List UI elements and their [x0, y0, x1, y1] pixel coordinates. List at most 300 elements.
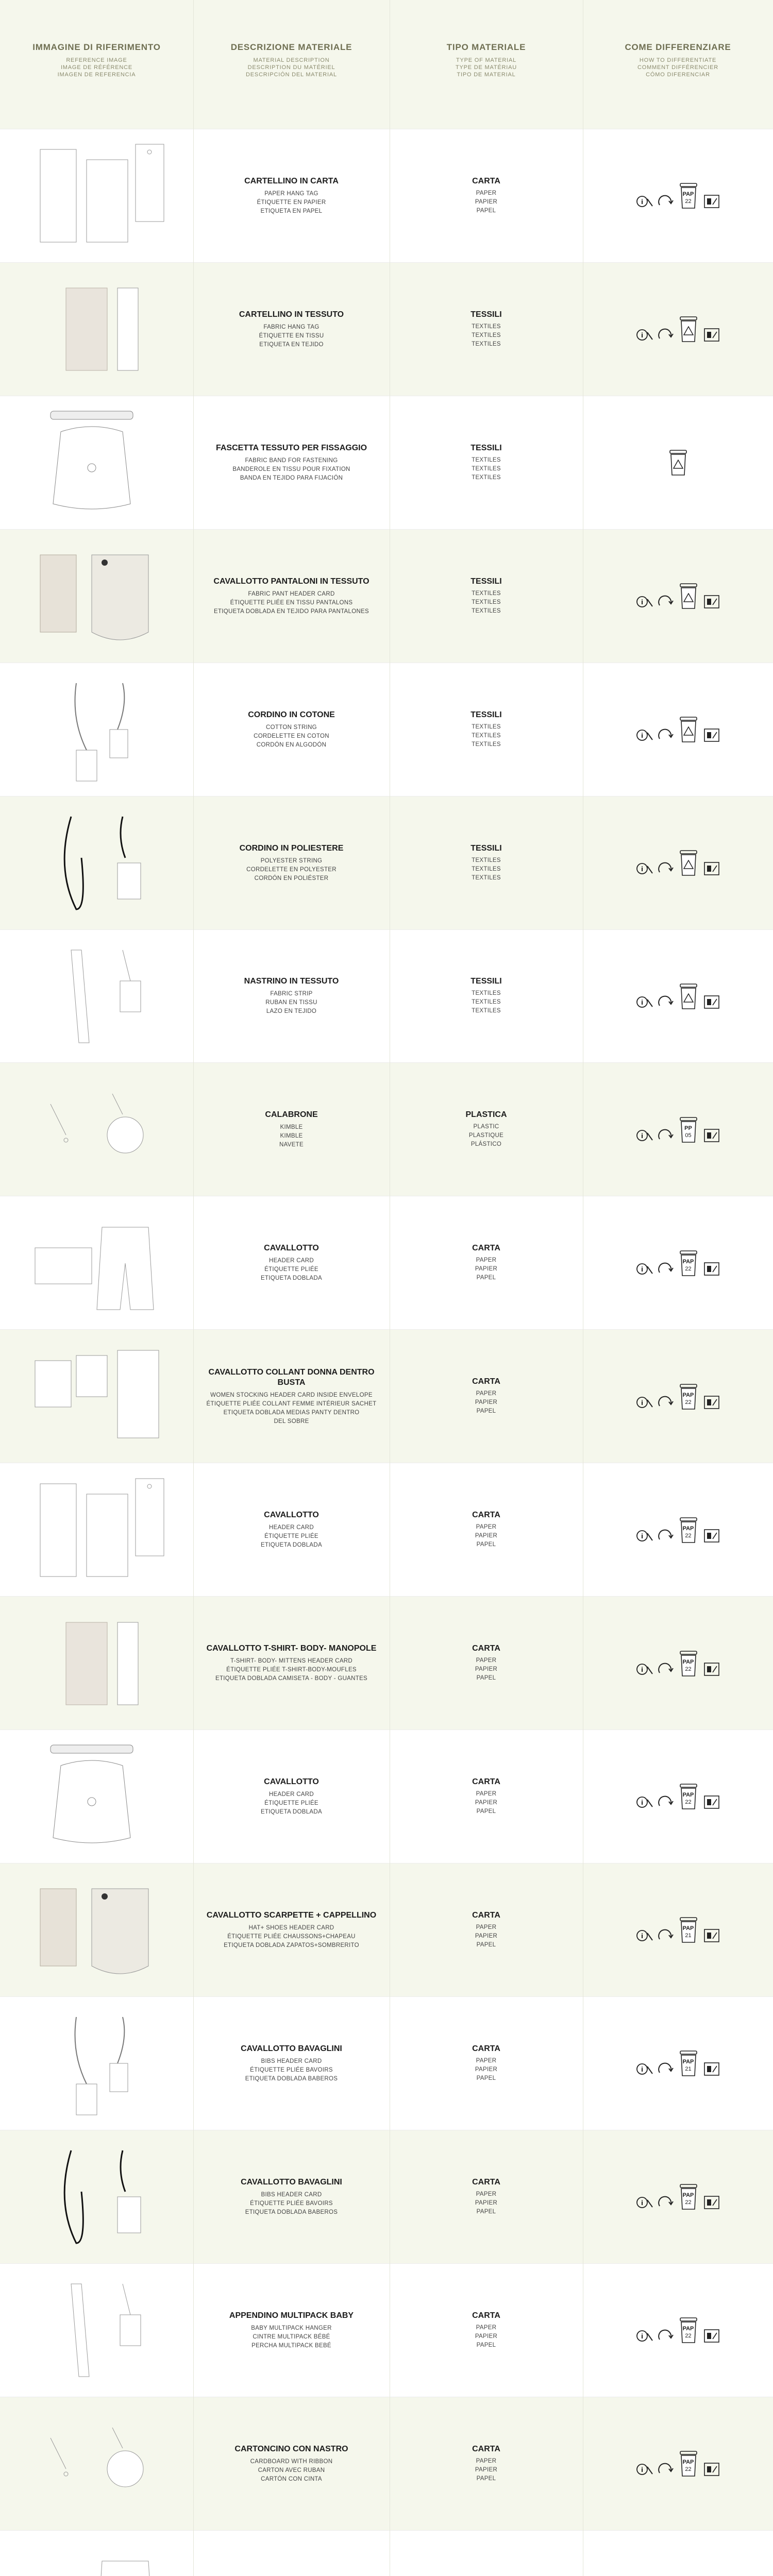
reference-sketch: [20, 406, 174, 519]
material-translation: ÉTIQUETTE EN TISSU: [259, 332, 324, 339]
reference-sketch: [20, 1873, 174, 1987]
material-translation: ETIQUETA DOBLADA BABEROS: [245, 2075, 338, 2082]
header-how-to-differentiate: [583, 0, 773, 129]
material-translation: ÉTIQUETTE PLIÉE: [264, 1266, 318, 1273]
recycle-arrows-icon: [657, 2461, 674, 2478]
material-code: PAP: [682, 191, 694, 198]
reference-sketch: [20, 2140, 174, 2253]
how-to-differentiate-cell: [583, 1330, 773, 1463]
reference-image-cell: [0, 796, 193, 930]
material-type: CARTA: [472, 1910, 500, 1920]
sorting-guide-icon: [703, 993, 720, 1011]
table-row: [0, 2530, 773, 2576]
bin-block: [677, 715, 700, 744]
material-code-number: 22: [685, 1532, 692, 1539]
sorting-guide-icon: [703, 1793, 720, 1811]
reference-sketch: [20, 1340, 174, 1453]
svg-text:i: i: [641, 1532, 643, 1540]
material-code: PAP: [682, 2326, 694, 2332]
svg-text:i: i: [641, 1398, 643, 1406]
material-type: TESSILI: [470, 710, 502, 719]
table-row: [0, 1062, 773, 1196]
material-type-translation: PAPER: [476, 1924, 497, 1930]
recycle-arrows-icon: [657, 860, 674, 877]
material-type-translation: PAPER: [476, 1257, 497, 1264]
material-type-translation: PAPIER: [475, 2466, 498, 2473]
material-type-cell: [390, 1330, 583, 1463]
recycling-icons: [636, 715, 720, 744]
recycle-arrows-icon: [657, 993, 674, 1011]
material-title: CAVALLOTTO BAVAGLINI: [241, 2044, 342, 2053]
material-type-translation: TEXTILES: [472, 607, 501, 614]
check-local-rules-icon: [636, 2327, 653, 2345]
material-title: CAVALLOTTO SCARPETTE + CAPPELLINO: [206, 1910, 377, 1920]
material-code: PAP: [682, 2059, 694, 2065]
table-row: [0, 2130, 773, 2264]
how-to-differentiate-cell: [583, 796, 773, 930]
reference-sketch: [20, 1740, 174, 1853]
table-row: [0, 129, 773, 263]
material-translation: ÉTIQUETTE PLIÉE EN TISSU PANTALONS: [230, 599, 353, 606]
material-type: CARTA: [472, 2444, 500, 2453]
sorting-guide-icon: [703, 1127, 720, 1144]
svg-text:i: i: [641, 598, 643, 606]
material-type-translation: TEXTILES: [472, 341, 501, 347]
material-type-translation: PAPEL: [476, 207, 496, 214]
sorting-guide-icon: [703, 193, 720, 210]
bin-block: [667, 448, 690, 477]
recycle-arrows-icon: [657, 1127, 674, 1144]
material-translation: ÉTIQUETTE PLIÉE T-SHIRT-BODY-MOUFLES: [226, 1667, 357, 1673]
reference-image-cell: [0, 2130, 193, 2264]
recycling-icons: [636, 1649, 720, 1678]
material-code-number: 21: [685, 1933, 692, 1939]
material-description-cell: [193, 663, 390, 796]
header-subtitle: HOW TO DIFFERENTIATE: [639, 57, 717, 63]
recycling-icons: [636, 1782, 720, 1811]
check-local-rules-icon: [636, 1260, 653, 1278]
reference-image-cell: [0, 1463, 193, 1597]
material-title: CAVALLOTTO: [264, 1511, 319, 1520]
how-to-differentiate-cell: [583, 2264, 773, 2397]
header-subtitle: CÓMO DIFERENCIAR: [646, 72, 710, 78]
recycling-triangle-icon: [683, 993, 694, 1003]
sorting-guide-icon: [703, 1527, 720, 1545]
reference-image-cell: [0, 396, 193, 530]
material-translation: FABRIC PANT HEADER CARD: [248, 590, 335, 597]
header-subtitle: MATERIAL DESCRIPTION: [253, 57, 330, 63]
material-translation: ÉTIQUETTE PLIÉE CHAUSSONS+CHAPEAU: [227, 1933, 356, 1940]
recycling-icons: [636, 849, 720, 877]
material-translation: CORDÓN EN ALGODÓN: [256, 741, 327, 748]
material-title: FASCETTA TESSUTO PER FISSAGGIO: [215, 443, 367, 452]
sorting-guide-icon: [703, 1260, 720, 1278]
reference-image-cell: [0, 1597, 193, 1730]
material-code: PP: [684, 1125, 692, 1131]
material-translation: BIBS HEADER CARD: [261, 2058, 322, 2064]
material-type-cell: [390, 263, 583, 396]
bin-block: [677, 2316, 700, 2345]
recycling-icons: [636, 2449, 720, 2478]
check-local-rules-icon: [636, 1127, 653, 1144]
how-to-differentiate-cell: [583, 1063, 773, 1196]
material-translation: ETIQUETA DOBLADA EN TEJIDO PARA PANTALONES: [213, 608, 369, 615]
table-row: [0, 2397, 773, 2531]
material-title: APPENDINO MULTIPACK BABY: [229, 2311, 354, 2320]
material-type: CARTA: [472, 1644, 500, 1653]
material-description-cell: [193, 1997, 390, 2130]
header-title: TIPO MATERIALE: [446, 42, 526, 52]
check-local-rules-icon: [636, 593, 653, 611]
table-row: [0, 1730, 773, 1863]
material-translation: T-SHIRT- BODY- MITTENS HEADER CARD: [230, 1658, 353, 1665]
how-to-differentiate-cell: [583, 396, 773, 530]
bin-block: [677, 315, 700, 344]
material-type-translation: PAPEL: [476, 1675, 496, 1682]
material-translation: BABY MULTIPACK HANGER: [251, 2325, 332, 2331]
material-description-cell: [193, 1463, 390, 1597]
check-local-rules-icon: [636, 326, 653, 344]
material-translation: ETIQUETA DOBLADA: [261, 1542, 322, 1549]
material-type: PLASTICA: [465, 1110, 507, 1120]
how-to-differentiate-cell: [583, 663, 773, 796]
recycle-arrows-icon: [657, 1527, 674, 1545]
material-type-translation: TEXTILES: [472, 323, 501, 330]
table-row: [0, 396, 773, 530]
recycling-triangle-icon: [683, 326, 694, 335]
material-translation: ETIQUETA DOBLADA BABEROS: [245, 2209, 338, 2215]
material-description-cell: [193, 129, 390, 263]
material-type-translation: PLÁSTICO: [470, 1141, 502, 1148]
reference-sketch: [20, 940, 174, 1053]
header-title: COME DIFFERENZIARE: [625, 42, 731, 52]
table-header: [0, 0, 773, 129]
material-type-translation: TEXTILES: [472, 999, 501, 1006]
reference-sketch: [20, 2007, 174, 2120]
bin-block: [677, 849, 700, 877]
material-type-translation: PAPEL: [476, 2075, 496, 2081]
material-translation: ETIQUETA DOBLADA: [261, 1808, 322, 1815]
header-subtitle: REFERENCE IMAGE: [66, 57, 127, 63]
how-to-differentiate-cell: [583, 930, 773, 1063]
reference-image-cell: [0, 1730, 193, 1863]
material-translation: CORDELETTE EN POLYESTER: [246, 866, 337, 873]
material-type-cell: [390, 1863, 583, 1997]
reference-sketch: [20, 273, 174, 386]
table-row: [0, 2263, 773, 2397]
reference-image-cell: [0, 263, 193, 396]
reference-image-cell: [0, 2397, 193, 2531]
header-title: DESCRIZIONE MATERIALE: [230, 42, 352, 52]
svg-text:i: i: [641, 1265, 643, 1273]
header-subtitle: TIPO DE MATERIAL: [457, 72, 516, 78]
material-translation: CARTON AVEC RUBAN: [258, 2467, 325, 2473]
check-local-rules-icon: [636, 860, 653, 877]
reference-image-cell: [0, 930, 193, 1063]
reference-image-cell: [0, 1863, 193, 1997]
material-type-translation: PAPIER: [475, 1933, 498, 1939]
material-type-cell: [390, 2130, 583, 2264]
reference-image-cell: [0, 2264, 193, 2397]
header-title: IMMAGINE DI RIFERIMENTO: [32, 42, 161, 52]
header-subtitle: IMAGE DE RÉFÉRENCE: [60, 64, 133, 71]
recycling-icons: [636, 1115, 720, 1144]
reference-sketch: [20, 2540, 174, 2576]
bin-block: [677, 982, 700, 1011]
how-to-differentiate-cell: [583, 263, 773, 396]
material-type-translation: PAPEL: [476, 1941, 496, 1948]
material-translation: POLYESTER STRING: [260, 857, 323, 864]
bin-block: [677, 582, 700, 611]
material-type: CARTA: [472, 1777, 500, 1786]
material-type-translation: PAPER: [476, 1657, 497, 1664]
material-translation: ÉTIQUETTE PLIÉE BAVOIRS: [250, 2066, 333, 2073]
recycle-arrows-icon: [657, 1793, 674, 1811]
material-type-translation: PAPEL: [476, 1408, 496, 1415]
how-to-differentiate-cell: [583, 1463, 773, 1597]
material-translation: ETIQUETA DOBLADA: [261, 1275, 322, 1282]
material-code: PAP: [682, 1792, 694, 1799]
material-type-cell: [390, 1730, 583, 1863]
bin-block: [677, 1782, 700, 1811]
material-type-cell: [390, 1063, 583, 1196]
material-type-translation: TEXTILES: [472, 866, 501, 872]
material-code: PAP: [682, 1525, 694, 1532]
check-local-rules-icon: [636, 1660, 653, 1678]
material-translation: ÉTIQUETTE PLIÉE: [264, 1533, 318, 1540]
material-code: PAP: [682, 1925, 694, 1932]
material-title: NASTRINO IN TESSUTO: [244, 977, 339, 986]
material-translation: BANDEROLE EN TISSU POUR FIXATION: [232, 466, 350, 472]
material-code-number: 22: [685, 1399, 692, 1405]
material-description-cell: [193, 2531, 390, 2576]
recycling-triangle-icon: [683, 860, 694, 869]
material-description-cell: [193, 1863, 390, 1997]
material-translation: BANDA EN TEJIDO PARA FIJACIÓN: [240, 474, 343, 481]
how-to-differentiate-cell: [583, 2397, 773, 2531]
recycling-icons: [636, 2182, 720, 2211]
material-type-translation: PAPER: [476, 2057, 497, 2064]
how-to-differentiate-cell: [583, 530, 773, 663]
material-type-translation: PAPIER: [475, 2333, 498, 2340]
material-type-cell: [390, 396, 583, 530]
material-type: CARTA: [472, 2311, 500, 2320]
material-type-translation: PAPIER: [475, 2066, 498, 2073]
material-title: CARTELLINO IN TESSUTO: [239, 310, 344, 319]
recycling-icons: [636, 582, 720, 611]
check-local-rules-icon: [636, 193, 653, 210]
material-title: CORDINO IN POLIESTERE: [239, 843, 344, 853]
material-translation: HEADER CARD: [268, 1524, 314, 1531]
material-type-translation: PAPER: [476, 1391, 497, 1397]
material-type-cell: [390, 129, 583, 263]
material-type-translation: TEXTILES: [472, 332, 501, 338]
bin-block: [677, 1115, 700, 1144]
material-translation: HAT+ SHOES HEADER CARD: [248, 1924, 334, 1931]
recycling-icons: [636, 2049, 720, 2078]
svg-text:i: i: [641, 998, 643, 1006]
sorting-guide-icon: [703, 2060, 720, 2078]
material-type-translation: PAPER: [476, 2191, 497, 2197]
recycling-icons: [636, 1516, 720, 1545]
sorting-guide-icon: [703, 326, 720, 344]
table-row: [0, 796, 773, 930]
sorting-guide-icon: [703, 593, 720, 611]
material-type-translation: PAPEL: [476, 1808, 496, 1815]
bin-block: [677, 2049, 700, 2078]
recycle-arrows-icon: [657, 326, 674, 344]
svg-text:i: i: [641, 732, 643, 740]
material-description-cell: [193, 263, 390, 396]
material-title: CARTELLINO IN CARTA: [244, 176, 339, 185]
recycling-icons: [636, 315, 720, 344]
material-type: CARTA: [472, 2177, 500, 2187]
material-code-number: 22: [685, 1666, 692, 1672]
check-local-rules-icon: [636, 1793, 653, 1811]
material-code: PAP: [682, 1658, 694, 1665]
material-type: CARTA: [472, 176, 500, 185]
material-description-cell: [193, 1730, 390, 1863]
reference-image-cell: [0, 1997, 193, 2130]
table-row: [0, 1196, 773, 1330]
material-type-translation: PAPER: [476, 1790, 497, 1797]
bin-block: [677, 2182, 700, 2211]
how-to-differentiate-cell: [583, 1196, 773, 1330]
recycle-arrows-icon: [657, 193, 674, 210]
reference-image-cell: [0, 1196, 193, 1330]
material-type-translation: PAPIER: [475, 2199, 498, 2206]
material-translation: ÉTIQUETTE PLIÉE COLLANT FEMME INTÉRIEUR SACHET: [206, 1400, 377, 1407]
bin-block: [677, 1382, 700, 1411]
reference-sketch: [20, 1473, 174, 1587]
material-type: TESSILI: [470, 977, 502, 986]
material-description-cell: [193, 2130, 390, 2264]
svg-text:i: i: [641, 2199, 643, 2207]
material-description-cell: [193, 930, 390, 1063]
material-title: CAVALLOTTO: [264, 1777, 319, 1786]
material-translation: CARTÓN CON CINTA: [261, 2476, 322, 2482]
material-type-translation: TEXTILES: [472, 474, 501, 481]
material-type-translation: TEXTILES: [472, 590, 501, 597]
reference-image-cell: [0, 2531, 193, 2576]
material-translation: HEADER CARD: [268, 1258, 314, 1264]
material-type-translation: TEXTILES: [472, 732, 501, 739]
check-local-rules-icon: [636, 2461, 653, 2478]
material-translation: PAPER HANG TAG: [264, 190, 318, 197]
material-type-translation: TEXTILES: [472, 456, 501, 463]
recycling-triangle-icon: [683, 593, 694, 602]
table-row: [0, 929, 773, 1063]
material-type-translation: TEXTILES: [472, 990, 501, 997]
check-local-rules-icon: [636, 993, 653, 1011]
material-description-cell: [193, 796, 390, 930]
material-translation: FABRIC BAND FOR FASTENING: [245, 457, 338, 464]
header-subtitle: DESCRIPCIÓN DEL MATERIAL: [246, 72, 337, 78]
reference-image-cell: [0, 129, 193, 263]
material-type-translation: PAPER: [476, 2458, 497, 2464]
material-translation: ETIQUETA EN PAPEL: [260, 208, 323, 214]
sorting-guide-icon: [703, 726, 720, 744]
reference-sketch: [20, 2274, 174, 2387]
material-type-translation: PAPER: [476, 2324, 497, 2331]
material-type: CARTA: [472, 1244, 500, 1253]
material-translation: CARDBOARD WITH RIBBON: [250, 2458, 333, 2465]
reference-sketch: [20, 1607, 174, 1720]
material-type-translation: TEXTILES: [472, 599, 501, 605]
material-title: CAVALLOTTO BAVAGLINI: [241, 2177, 342, 2187]
check-local-rules-icon: [636, 1394, 653, 1411]
material-title: CORDINO IN COTONE: [248, 710, 335, 719]
material-type-cell: [390, 663, 583, 796]
recycle-arrows-icon: [657, 2060, 674, 2078]
material-translation: PERCHA MULTIPACK BEBÉ: [251, 2342, 331, 2349]
material-title: CAVALLOTTO T-SHIRT- BODY- MANOPOLE: [206, 1644, 377, 1653]
material-title: CALABRONE: [265, 1110, 318, 1120]
sorting-guide-icon: [703, 1660, 720, 1678]
material-type-translation: PAPEL: [476, 2208, 496, 2215]
material-type-translation: PAPIER: [475, 1533, 498, 1539]
material-title: CAVALLOTTO COLLANT DONNA DENTRO BUSTA: [208, 1367, 375, 1387]
material-translation: ETIQUETA EN TEJIDO: [259, 341, 324, 348]
material-translation: RUBAN EN TISSU: [265, 999, 317, 1006]
material-type: CARTA: [472, 1377, 500, 1386]
reference-sketch: [20, 2407, 174, 2520]
material-type: TESSILI: [470, 843, 502, 853]
header-subtitle: TYPE OF MATERIAL: [456, 57, 517, 63]
recycle-arrows-icon: [657, 726, 674, 744]
recycling-icons: [636, 1382, 720, 1411]
material-type-translation: TEXTILES: [472, 741, 501, 748]
material-translation: ETIQUETA DOBLADA ZAPATOS+SOMBRERITO: [224, 1942, 359, 1948]
material-code: PAP: [682, 2192, 694, 2199]
header-subtitle: TYPE DE MATÉRIAU: [456, 64, 517, 71]
recycling-icons: [667, 448, 690, 477]
recycle-arrows-icon: [657, 2194, 674, 2211]
material-type-translation: PAPIER: [475, 1399, 498, 1406]
recycle-arrows-icon: [657, 1394, 674, 1411]
bin-block: [677, 2449, 700, 2478]
material-code-number: 22: [685, 2199, 692, 2206]
recycling-icons: [636, 1249, 720, 1278]
material-type-cell: [390, 1997, 583, 2130]
material-type-cell: [390, 796, 583, 930]
recycle-arrows-icon: [657, 593, 674, 611]
recycling-icons: [636, 2316, 720, 2345]
material-type: TESSILI: [470, 577, 502, 586]
header-subtitle: IMAGEN DE REFERENCIA: [57, 72, 136, 78]
material-type-translation: PAPER: [476, 190, 497, 196]
svg-text:i: i: [641, 2332, 643, 2341]
how-to-differentiate-cell: [583, 2130, 773, 2264]
reference-image-cell: [0, 530, 193, 663]
material-title: CAVALLOTTO PANTALONI IN TESSUTO: [213, 577, 369, 586]
material-type-translation: PAPEL: [476, 1275, 496, 1281]
reference-sketch: [20, 1073, 174, 1187]
material-code: PAP: [682, 2459, 694, 2466]
material-type-cell: [390, 2397, 583, 2531]
material-type-cell: [390, 2531, 583, 2576]
material-translation: CORDELETTE EN COTON: [254, 733, 329, 739]
table-row: [0, 1596, 773, 1730]
table-row: [0, 262, 773, 396]
material-translation: DEL SOBRE: [274, 1418, 309, 1425]
reference-sketch: [20, 139, 174, 252]
recycle-arrows-icon: [657, 1927, 674, 1944]
material-translation: ÉTIQUETTE PLIÉE: [264, 1800, 318, 1806]
material-code-number: 22: [685, 1799, 692, 1806]
check-local-rules-icon: [636, 2194, 653, 2211]
material-translation: KIMBLE: [280, 1124, 303, 1131]
